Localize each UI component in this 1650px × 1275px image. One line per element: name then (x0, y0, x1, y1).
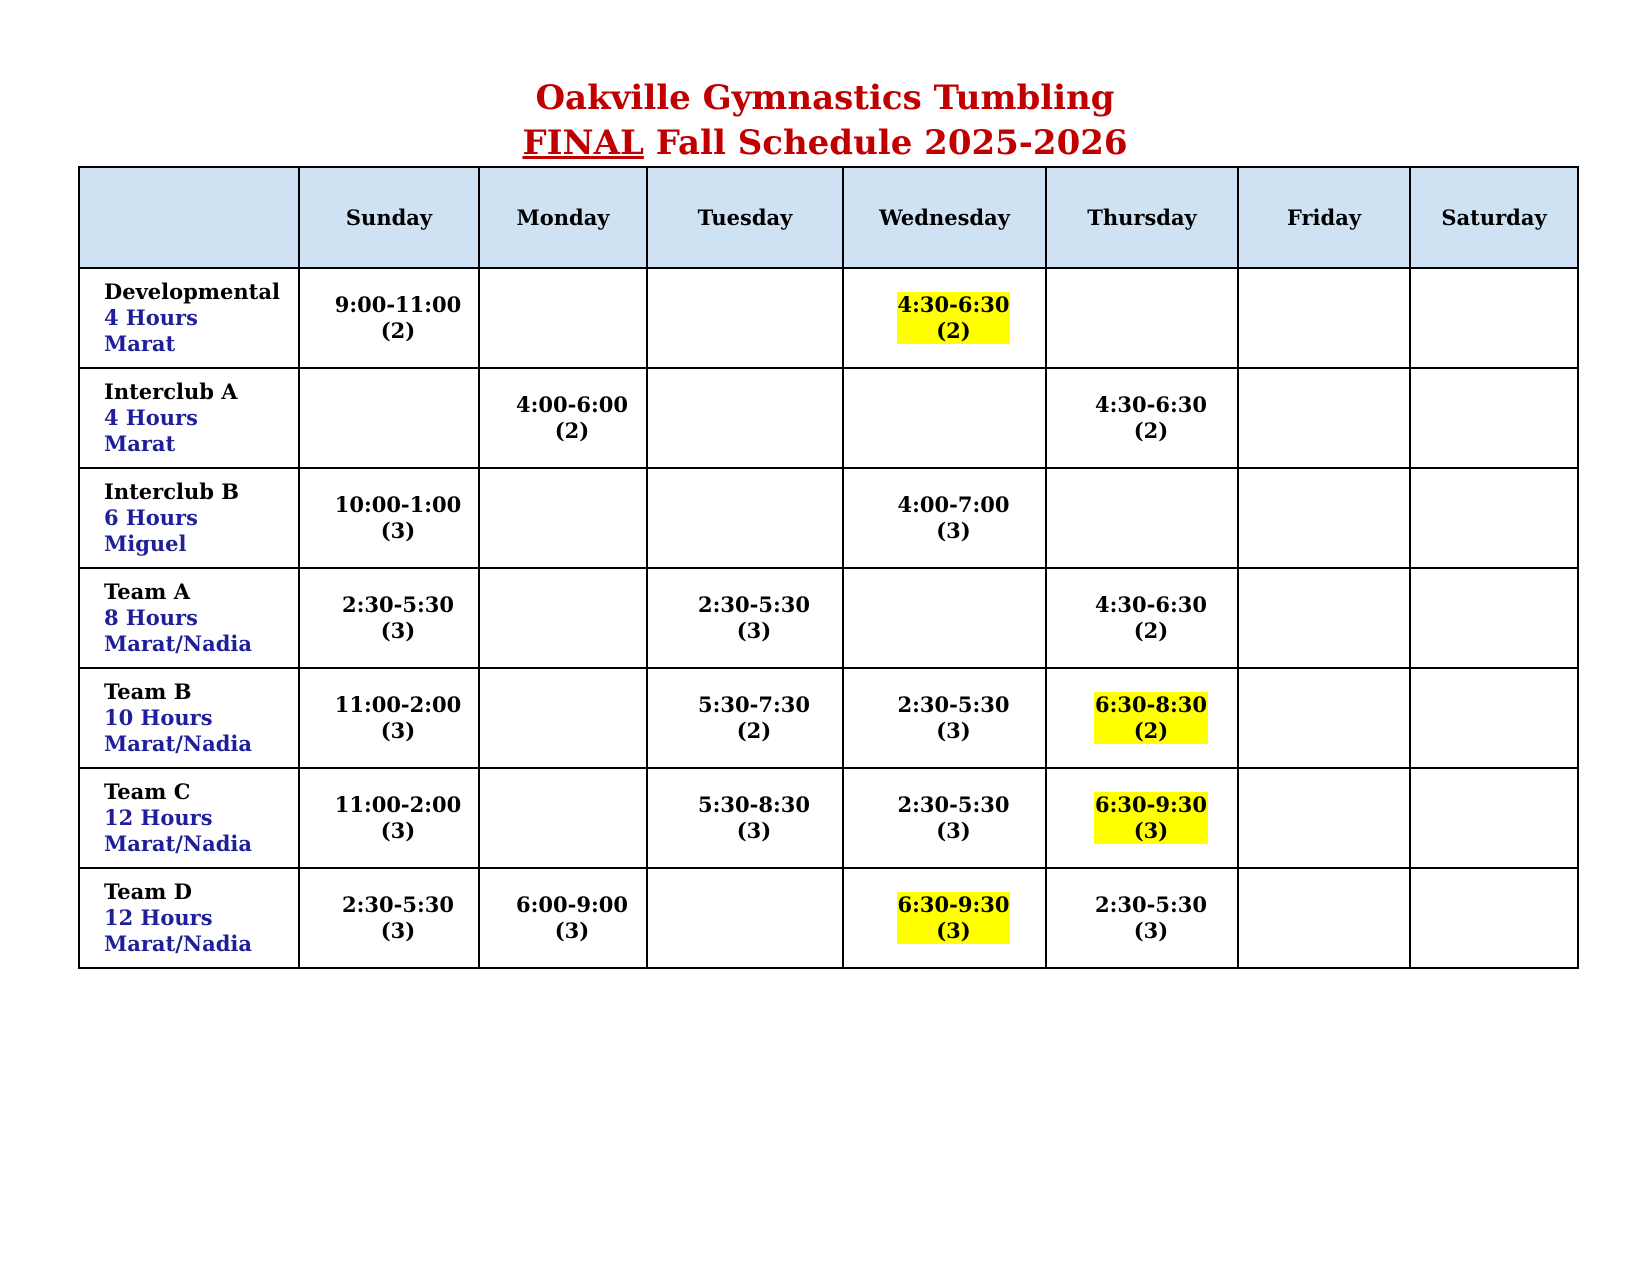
time-slot (334, 492, 463, 544)
time-slot (697, 692, 811, 744)
time-range: 11:00-2:00 (334, 692, 462, 717)
schedule-cell (1046, 768, 1238, 868)
header-thursday: Thursday (1046, 167, 1238, 268)
schedule-body (79, 268, 1578, 968)
schedule-cell (299, 368, 479, 468)
header-monday: Monday (479, 167, 647, 268)
table-row (79, 668, 1578, 768)
schedule-cell (1238, 468, 1410, 568)
schedule-cell (299, 668, 479, 768)
time-slot (1094, 392, 1208, 444)
schedule-cell (1046, 468, 1238, 568)
header-tuesday: Tuesday (647, 167, 843, 268)
highlighted-time-slot (1094, 792, 1208, 844)
group-name: Interclub B (104, 479, 239, 504)
highlighted-time-slot (1094, 692, 1208, 744)
schedule-cell (843, 868, 1046, 968)
schedule-cell (479, 268, 647, 368)
schedule-cell (1410, 668, 1578, 768)
duration-hours: (3) (1095, 818, 1207, 844)
group-coach: Marat/Nadia (104, 731, 252, 756)
duration-hours: (2) (736, 718, 772, 743)
group-hours: 10 Hours (104, 705, 213, 730)
group-cell (79, 568, 299, 668)
schedule-cell (843, 368, 1046, 468)
time-slot (341, 592, 455, 644)
schedule-cell (1046, 668, 1238, 768)
time-slot (897, 692, 1011, 744)
schedule-cell (479, 368, 647, 468)
table-row (79, 368, 1578, 468)
header-saturday: Saturday (1410, 167, 1578, 268)
time-range: 2:30-5:30 (342, 592, 454, 617)
schedule-cell (843, 768, 1046, 868)
duration-hours: (3) (380, 718, 416, 743)
time-range: 2:30-5:30 (1095, 892, 1207, 917)
time-range: 6:30-9:30 (897, 892, 1010, 917)
schedule-cell (299, 468, 479, 568)
group-hours: 4 Hours (104, 305, 198, 330)
schedule-cell (1238, 268, 1410, 368)
time-range: 4:30-6:30 (897, 292, 1010, 317)
group-coach: Marat (104, 331, 176, 356)
schedule-cell (647, 568, 843, 668)
duration-hours: (2) (898, 318, 1010, 344)
time-slot (897, 492, 1011, 544)
duration-hours: (3) (1133, 918, 1169, 943)
title-line-2-rest: Fall Schedule 2025-2026 (643, 123, 1128, 163)
time-range: 2:30-5:30 (342, 892, 454, 917)
group-name: Interclub A (104, 379, 238, 404)
time-slot (697, 592, 811, 644)
duration-hours: (3) (936, 818, 971, 843)
schedule-cell (299, 268, 479, 368)
schedule-cell (843, 268, 1046, 368)
time-range: 2:30-5:30 (698, 592, 810, 617)
header-sunday: Sunday (299, 167, 479, 268)
group-cell (79, 768, 299, 868)
time-range: 6:30-9:30 (1095, 792, 1207, 817)
group-hours: 12 Hours (104, 805, 213, 830)
schedule-cell (1238, 368, 1410, 468)
group-hours: 12 Hours (104, 905, 213, 930)
schedule-cell (299, 768, 479, 868)
time-range: 4:00-7:00 (897, 492, 1010, 517)
group-hours: 6 Hours (104, 505, 198, 530)
time-slot (1094, 892, 1208, 944)
schedule-cell (1238, 768, 1410, 868)
duration-hours: (3) (936, 518, 971, 543)
schedule-cell (1410, 268, 1578, 368)
time-range: 6:00-9:00 (516, 892, 628, 917)
schedule-cell (479, 468, 647, 568)
schedule-cell (647, 268, 843, 368)
time-slot (515, 892, 629, 944)
time-range: 2:30-5:30 (897, 792, 1010, 817)
time-slot (697, 792, 811, 844)
time-range: 9:00-11:00 (334, 292, 462, 317)
schedule-cell (299, 868, 479, 968)
duration-hours: (3) (736, 618, 772, 643)
schedule-cell (843, 568, 1046, 668)
schedule-cell (1238, 668, 1410, 768)
time-range: 5:30-7:30 (698, 692, 810, 717)
group-coach: Marat/Nadia (104, 831, 252, 856)
schedule-cell (1410, 368, 1578, 468)
group-cell (79, 468, 299, 568)
time-range: 10:00-1:00 (334, 492, 462, 517)
time-slot (334, 292, 463, 344)
group-coach: Marat (104, 431, 176, 456)
time-range: 6:30-8:30 (1095, 692, 1207, 717)
group-coach: Marat/Nadia (104, 631, 252, 656)
table-row (79, 468, 1578, 568)
group-name: Developmental (104, 279, 280, 304)
schedule-cell (647, 768, 843, 868)
header-wednesday: Wednesday (843, 167, 1046, 268)
title-final-emphasis: FINAL (522, 123, 644, 163)
group-coach: Marat/Nadia (104, 931, 252, 956)
duration-hours: (3) (380, 818, 416, 843)
table-row (79, 768, 1578, 868)
time-range: 5:30-8:30 (698, 792, 810, 817)
duration-hours: (3) (380, 918, 416, 943)
duration-hours: (2) (380, 318, 416, 343)
table-row (79, 868, 1578, 968)
group-hours: 8 Hours (104, 605, 198, 630)
time-slot (334, 792, 463, 844)
group-name: Team B (104, 679, 192, 704)
schedule-cell (1046, 868, 1238, 968)
schedule-cell (479, 568, 647, 668)
schedule-cell (843, 668, 1046, 768)
time-range: 11:00-2:00 (334, 792, 462, 817)
title-line-2 (0, 121, 1650, 166)
highlighted-time-slot (897, 292, 1011, 344)
schedule-table (78, 166, 1579, 969)
duration-hours: (2) (1133, 618, 1169, 643)
duration-hours: (3) (380, 518, 416, 543)
schedule-cell (647, 368, 843, 468)
schedule-cell (479, 668, 647, 768)
schedule-cell (479, 868, 647, 968)
schedule-cell (843, 468, 1046, 568)
schedule-cell (1238, 568, 1410, 668)
time-range: 4:30-6:30 (1095, 592, 1207, 617)
document-title (0, 76, 1650, 166)
group-cell (79, 668, 299, 768)
group-hours: 4 Hours (104, 405, 198, 430)
duration-hours: (2) (554, 418, 590, 443)
schedule-cell (1410, 868, 1578, 968)
time-slot (341, 892, 455, 944)
schedule-cell (1410, 768, 1578, 868)
schedule-cell (647, 468, 843, 568)
time-slot (334, 692, 463, 744)
header-friday: Friday (1238, 167, 1410, 268)
time-slot (515, 392, 629, 444)
duration-hours: (2) (1133, 418, 1169, 443)
time-slot (1094, 592, 1208, 644)
schedule-cell (299, 568, 479, 668)
header-row (79, 167, 1578, 268)
schedule-cell (1046, 268, 1238, 368)
group-name: Team D (104, 879, 192, 904)
highlighted-time-slot (897, 892, 1011, 944)
time-range: 2:30-5:30 (897, 692, 1010, 717)
title-line-1: Oakville Gymnastics Tumbling (535, 78, 1115, 118)
group-name: Team C (104, 779, 191, 804)
duration-hours: (3) (936, 718, 971, 743)
duration-hours: (3) (554, 918, 590, 943)
schedule-cell (647, 868, 843, 968)
table-row (79, 268, 1578, 368)
group-cell (79, 268, 299, 368)
schedule-cell (1238, 868, 1410, 968)
schedule-cell (479, 768, 647, 868)
duration-hours: (3) (736, 818, 772, 843)
table-row (79, 568, 1578, 668)
group-cell (79, 868, 299, 968)
schedule-cell (1046, 368, 1238, 468)
group-coach: Miguel (104, 531, 187, 556)
schedule-cell (647, 668, 843, 768)
duration-hours: (3) (380, 618, 416, 643)
time-slot (897, 792, 1011, 844)
header-corner-cell (79, 167, 299, 268)
schedule-cell (1410, 568, 1578, 668)
duration-hours: (3) (898, 918, 1010, 944)
schedule-cell (1410, 468, 1578, 568)
group-name: Team A (104, 579, 191, 604)
group-cell (79, 368, 299, 468)
schedule-cell (1046, 568, 1238, 668)
time-range: 4:00-6:00 (516, 392, 628, 417)
time-range: 4:30-6:30 (1095, 392, 1207, 417)
duration-hours: (2) (1095, 718, 1207, 744)
